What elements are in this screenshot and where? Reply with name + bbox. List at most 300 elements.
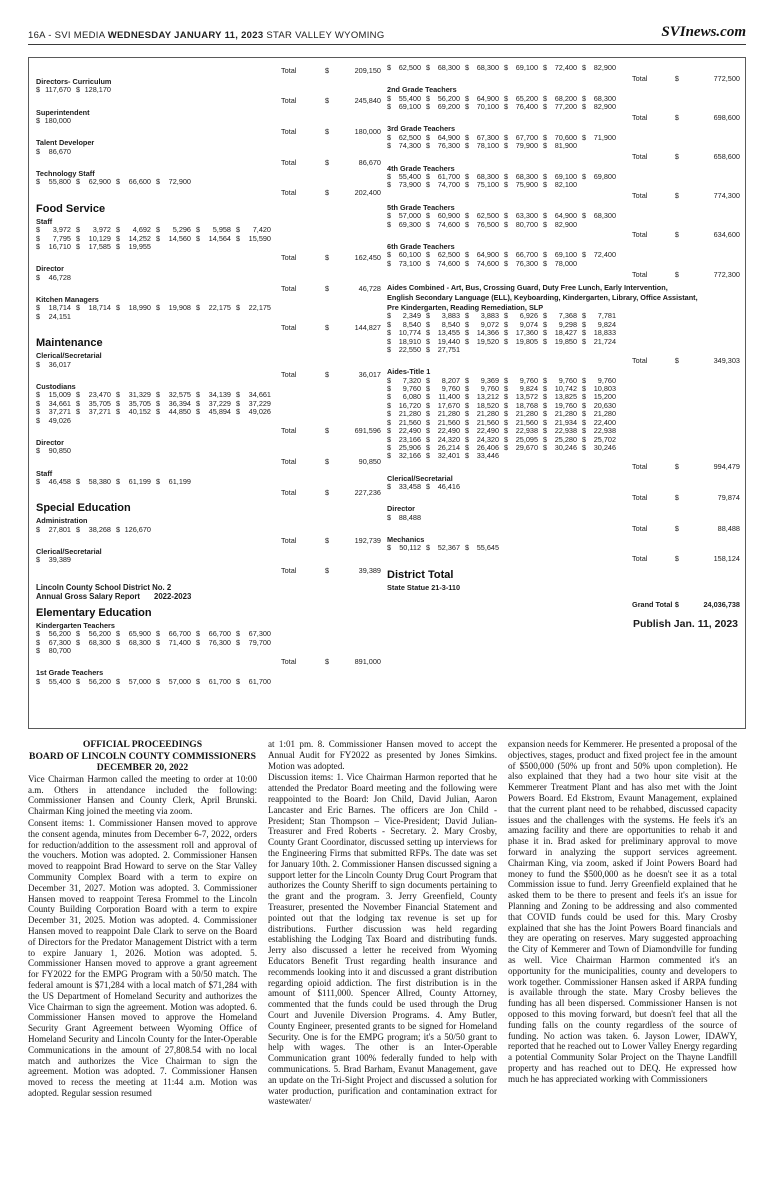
dollar-sign: $ [76,676,81,686]
dollar-sign: $ [76,225,81,235]
dollar-sign: $ [196,303,201,313]
dollar-sign: $ [156,177,161,187]
amount-value: 13,212 [476,392,500,402]
total-label: Total [632,152,648,162]
dollar-sign: $ [582,426,587,436]
dollar-sign: $ [504,417,509,427]
amount-value: 52,367 [437,543,461,553]
dollar-sign: $ [674,73,679,83]
dollar-sign: $ [36,446,41,456]
dollar-sign: $ [116,303,121,313]
dollar-sign: $ [387,211,392,221]
dollar-sign: $ [387,375,392,385]
dollar-sign: $ [36,146,41,156]
dollar-sign: $ [387,258,392,268]
group-total-row [387,525,740,533]
amount-value: 3,883 [480,311,500,321]
dollar-sign: $ [504,171,509,181]
dollar-sign: $ [465,417,470,427]
amount-value: 61,199 [168,476,191,486]
amount-value: 50,112 [399,543,422,553]
dollar-sign: $ [465,171,470,181]
dollar-sign: $ [543,417,548,427]
dollar-sign: $ [426,426,431,436]
amount-value: 66,600 [128,177,151,187]
total-label: Total [281,322,297,332]
dollar-sign: $ [36,359,41,369]
amount-value: 24,151 [48,311,71,321]
dollar-sign: $ [325,65,330,75]
masthead-rule [28,44,746,45]
salary-amount [156,178,196,186]
amount-value: 37,229 [208,398,231,408]
dollar-sign: $ [196,629,201,639]
salary-group-label-line: Aides Combined - Art, Bus, Crossing Guard, Duty Free Lunch, Early Intervention, [387,282,668,292]
dollar-sign: $ [116,177,121,187]
dollar-sign: $ [543,64,548,72]
article-heading-line: BOARD OF LINCOLN COUNTY COMMISSIONERS [29,750,256,762]
total-label: Total [632,269,648,279]
amount-value: 61,700 [437,171,461,181]
amount-value: 10,803 [593,384,617,394]
salary-amount-row [36,274,381,282]
amount-value: 30,246 [593,442,617,452]
dollar-sign: $ [196,398,201,408]
dollar-sign: $ [543,250,548,260]
dollar-sign: $ [426,319,431,329]
amount-value: 62,500 [476,211,500,221]
total-value: 245,840 [354,96,381,106]
dollar-sign: $ [426,543,431,553]
dollar-sign: $ [116,676,121,686]
salary-group-label-line: English Secondary Language (ELL), Keyboarding, Kindergarten, Library, Office Assistant, [387,292,698,302]
salary-group-label: Clerical/Secretarial [387,473,453,483]
dollar-sign: $ [325,657,330,666]
salary-amount [426,452,465,460]
amount-value: 79,900 [515,141,539,151]
amount-value: 40,152 [128,407,151,417]
dollar-sign: $ [236,390,241,400]
dollar-sign: $ [543,180,548,190]
dollar-sign: $ [36,415,41,425]
dollar-sign: $ [36,646,41,656]
group-total-row [36,567,381,575]
salary-amount-row [36,178,381,186]
amount-value: 68,300 [593,211,617,221]
amount-value: 79,700 [248,637,271,647]
salary-group-label: Mechanics [387,535,425,545]
amount-value: 62,500 [437,250,461,260]
dollar-sign: $ [387,344,392,354]
salary-amount-row [36,417,381,425]
total-label: Total [632,523,648,533]
dollar-sign: $ [674,355,679,365]
amount-value: 22,490 [398,426,422,436]
amount-value: 68,300 [437,64,461,72]
amount-value: 27,801 [48,524,71,534]
salary-amount-row [387,260,740,268]
salary-amount [236,304,276,312]
salary-amount-row [36,408,381,416]
dollar-sign: $ [325,157,330,167]
group-total-row [387,192,740,200]
salary-amount-row [387,142,740,150]
amount-value: 18,520 [476,400,500,410]
article-heading-line: DECEMBER 20, 2022 [96,762,189,774]
dollar-sign: $ [387,417,392,427]
amount-value: 9,760 [597,375,617,385]
amount-value: 21,934 [554,417,578,427]
amount-value: 31,329 [128,390,151,400]
report-subtitle: Annual Gross Salary Report [36,592,140,602]
total-value: 691,596 [354,426,381,436]
dollar-sign: $ [504,141,509,151]
amount-value: 34,139 [208,390,231,400]
amount-value: 37,271 [48,407,71,417]
dollar-sign: $ [387,384,392,394]
salary-group-label: Director [387,504,416,514]
dollar-sign: $ [76,524,81,534]
dollar-sign: $ [116,524,121,534]
salary-amount-row [36,304,381,312]
dollar-sign: $ [325,96,330,106]
salary-amount [426,221,465,229]
dollar-sign: $ [465,434,470,444]
dollar-sign: $ [674,191,679,201]
amount-value: 18,768 [515,400,539,410]
total-value: 891,000 [354,657,381,666]
dollar-sign: $ [465,543,470,553]
dollar-sign: $ [36,555,41,565]
salary-amount [116,678,156,686]
amount-value: 126,670 [124,524,151,534]
salary-amount [196,639,236,647]
dollar-sign: $ [426,211,431,221]
dollar-sign: $ [426,93,431,103]
dollar-sign: $ [387,102,392,112]
amount-value: 117,670 [45,85,71,95]
salary-amount [36,117,76,125]
dollar-sign: $ [325,487,330,497]
amount-value: 67,700 [515,132,539,142]
dollar-sign: $ [426,375,431,385]
amount-value: 68,300 [476,171,500,181]
amount-value: 68,300 [88,637,111,647]
masthead [28,24,746,41]
salary-amount [387,483,426,491]
total-value: 658,600 [713,152,740,162]
amount-value: 14,366 [476,328,500,338]
amount-value: 63,300 [515,211,539,221]
amount-value: 21,560 [515,417,539,427]
dollar-sign: $ [582,392,587,402]
amount-value: 90,850 [48,446,71,456]
grand-total-row [387,601,740,609]
total-label: Total [281,188,297,198]
salary-amount [387,346,426,354]
article-paragraph: Consent items: 1. Commissioner Hansen moved to approve the consent agenda, minutes from December 6-7, 2022, orders for reduction/addition to the assessment roll and approval of the vouchers. Motion was adopted. 2. Commissioner Hansen moved to reappoint Brad Howard to serve on the Star Valley Community Complex Board with a term to expire on December 31, 2027. Motion was adopted. 3. Commissioner Hansen moved to reappoint Teresa Frommel to the Lincoln County Building Corporation Board with a term to expire December 31, 2025. Motion was adopted. 4. Commissioner Hansen moved to reappoint Dale Clark to serve on the Board of Directors for the Predator Management District with a term to expire January 1, 2026. Motion was adopted. 5. Commissioner Hansen moved to approve a grant agreement for FY2022 for the EMPG Program with a 50/50 match. The federal amount is $71,284 with a local match of $71,284 with the US Department of Homeland Security and authorizes the Vice Chairman to sign the agreement. Motion was adopted. 6. Commissioner Hansen moved to approve the Homeland Security Grant Agreement between Wyoming Office of Homeland Security and Lincoln County for the Inter-Operable Communications in the amount of 27,808.54 with no local match and authorizes the Vice Chairman to sign the agreement. Motion was adopted. 7. Commissioner Hansen moved to recess the meeting at 11:44 a.m. Motion was adopted. Regular session resumed [28,817,257,1098]
amount-value: 7,420 [252,225,271,235]
total-label: Total [281,535,297,545]
salary-amount [236,235,276,243]
dollar-sign: $ [426,434,431,444]
amount-value: 9,760 [558,375,578,385]
section-header: Maintenance [36,337,103,350]
amount-value: 55,400 [398,171,422,181]
amount-value: 56,200 [88,676,111,686]
dollar-sign: $ [465,400,470,410]
total-label: Total [632,492,648,502]
amount-value: 71,900 [593,132,617,142]
amount-value: 68,300 [593,93,617,103]
amount-value: 9,824 [519,384,539,394]
total-label: Total [632,230,648,240]
dollar-sign: $ [387,171,392,181]
article-paragraph: at 1:01 pm. 8. Commissioner Hansen moved to accept the Annual Audit for FY2022 as presented by Jones Simkins. Motion was adopted. [268,739,497,771]
salary-group-label: 6th Grade Teachers [387,241,455,251]
dollar-sign: $ [504,250,509,260]
amount-value: 74,700 [437,180,461,190]
salary-group-label: Superintendent [36,107,90,117]
salary-group-label: Administration [36,516,88,526]
dollar-sign: $ [465,250,470,260]
salary-group-label: Kindergarten Teachers [36,620,115,630]
proceedings-article [28,739,746,1107]
publish-date-line: Publish Jan. 11, 2023 [632,617,738,630]
total-label: Total [632,554,648,564]
salary-amount [36,478,76,486]
amount-value: 34,661 [248,390,271,400]
amount-value: 21,280 [554,409,578,419]
grand-total-label: Grand Total [632,600,673,610]
article-heading-line: OFFICIAL PROCEEDINGS [82,739,203,750]
masthead-left [28,30,385,41]
salary-amount [426,346,465,354]
dollar-sign: $ [504,64,509,72]
dollar-sign: $ [582,409,587,419]
dollar-sign: $ [116,629,121,639]
salary-amount [387,514,426,522]
salary-amount [196,678,236,686]
masthead-date: WEDNESDAY JANUARY 11, 2023 [107,30,267,41]
amount-value: 19,908 [168,303,191,313]
amount-value: 67,300 [48,637,71,647]
amount-value: 20,630 [593,400,617,410]
amount-value: 8,540 [441,319,461,329]
amount-value: 66,700 [168,629,191,639]
dollar-sign: $ [582,211,587,221]
total-value: 86,670 [358,157,381,167]
dollar-sign: $ [426,384,431,394]
amount-value: 21,280 [476,409,500,419]
dollar-sign: $ [674,269,679,279]
dollar-sign: $ [504,258,509,268]
dollar-sign: $ [156,629,161,639]
amount-value: 26,406 [476,442,500,452]
salary-amount [156,478,196,486]
salary-amount [426,103,465,111]
amount-value: 69,100 [554,171,578,181]
amount-value: 60,900 [437,211,461,221]
dollar-sign: $ [504,400,509,410]
amount-value: 56,200 [48,629,71,639]
salary-amount-row [36,478,381,486]
total-label: Total [281,487,297,497]
total-label: Total [632,462,648,472]
amount-value: 5,296 [172,225,191,235]
total-value: 36,017 [358,370,381,380]
group-total-row [36,537,381,545]
salary-amount-row [36,647,381,655]
amount-value: 24,320 [476,434,500,444]
total-label: Total [281,283,297,293]
dollar-sign: $ [504,375,509,385]
dollar-sign: $ [36,116,41,126]
amount-value: 9,369 [480,375,500,385]
dollar-sign: $ [465,319,470,329]
dollar-sign: $ [236,233,241,243]
amount-value: 69,100 [554,250,578,260]
dollar-sign: $ [426,64,431,72]
group-total-row [36,97,381,105]
amount-value: 49,026 [48,415,71,425]
dollar-sign: $ [36,311,41,321]
dollar-sign: $ [582,400,587,410]
amount-value: 82,900 [593,102,617,112]
salary-amount [116,243,156,251]
article-column-2 [268,739,497,1107]
dollar-sign: $ [543,409,548,419]
salary-amount [426,142,465,150]
salary-amount-row [387,514,740,522]
dollar-sign: $ [504,392,509,402]
amount-value: 73,900 [398,180,422,190]
amount-value: 39,389 [48,555,71,565]
amount-value: 62,500 [398,64,422,72]
dollar-sign: $ [426,482,431,492]
dollar-sign: $ [426,311,431,321]
dollar-sign: $ [504,102,509,112]
article-paragraph: Vice Chairman Harmon called the meeting to order at 10:00 a.m. Others in attendance included the following: Commissioner Hansen and County Clerk, April Brunski. Chairman King joined the meeting via zoom. [28,773,257,817]
dollar-sign: $ [465,426,470,436]
amount-value: 18,833 [593,328,617,338]
salary-amount [504,103,543,111]
amount-value: 22,400 [593,417,617,427]
dollar-sign: $ [674,492,679,502]
amount-value: 46,458 [48,476,71,486]
dollar-sign: $ [387,250,392,260]
salary-report-left-column [36,64,381,722]
dollar-sign: $ [325,252,330,262]
amount-value: 22,938 [515,426,539,436]
total-value: 772,300 [713,269,740,279]
salary-amount-row [36,235,381,243]
dollar-sign: $ [426,219,431,229]
salary-group-label: Custodians [36,381,76,391]
dollar-sign: $ [116,637,121,647]
amount-value: 74,600 [437,219,461,229]
amount-value: 49,026 [248,407,271,417]
amount-value: 55,400 [48,676,71,686]
grand-total-value: 24,036,738 [703,600,740,610]
salary-amount [116,639,156,647]
dollar-sign: $ [543,258,548,268]
salary-group-label: 5th Grade Teachers [387,202,455,212]
salary-amount [543,338,582,346]
amount-value: 29,670 [515,442,539,452]
total-label: Total [632,73,648,83]
dollar-sign: $ [116,476,121,486]
salary-group-label: Staff [36,216,53,226]
report-year: 2022-2023 [154,592,192,602]
amount-value: 69,100 [398,102,422,112]
salary-amount [156,235,196,243]
dollar-sign: $ [387,336,392,346]
dollar-sign: $ [116,407,121,417]
amount-value: 3,883 [441,311,461,321]
amount-value: 55,400 [398,93,422,103]
salary-amount [504,142,543,150]
amount-value: 61,700 [208,676,231,686]
group-total-row [36,324,381,332]
dollar-sign: $ [426,451,431,461]
salary-amount [156,639,196,647]
amount-value: 73,100 [398,258,422,268]
salary-amount [504,64,543,72]
amount-value: 61,199 [128,476,151,486]
dollar-sign: $ [674,523,679,533]
dollar-sign: $ [465,102,470,112]
amount-value: 10,742 [554,384,578,394]
amount-value: 67,300 [248,629,271,639]
amount-value: 19,805 [515,336,539,346]
salary-amount [582,444,621,452]
salary-amount [76,678,116,686]
total-label: Total [632,355,648,365]
page-label: 16A - SVI MEDIA [28,30,108,41]
salary-group-label: 2nd Grade Teachers [387,85,457,95]
amount-value: 17,585 [88,242,111,251]
amount-value: 22,175 [208,303,231,313]
dollar-sign: $ [465,141,470,151]
group-total-row [387,357,740,365]
dollar-sign: $ [504,384,509,394]
salary-amount [543,142,582,150]
amount-value: 32,401 [437,451,461,461]
dollar-sign: $ [236,398,241,408]
total-value: 162,450 [354,252,381,262]
amount-value: 70,100 [476,102,500,112]
amount-value: 21,280 [437,409,461,419]
amount-value: 6,926 [519,311,539,321]
amount-value: 21,280 [398,409,422,419]
salary-amount [196,304,236,312]
salary-amount [543,260,582,268]
dollar-sign: $ [36,303,41,313]
amount-value: 71,400 [168,637,191,647]
amount-value: 9,072 [480,319,500,329]
amount-value: 30,246 [554,442,578,452]
total-value: 39,389 [358,566,381,576]
dollar-sign: $ [36,177,41,187]
dollar-sign: $ [387,512,392,522]
dollar-sign: $ [36,407,41,417]
amount-value: 10,129 [88,233,111,243]
amount-value: 69,800 [593,171,617,181]
total-label: Total [281,370,297,380]
salary-amount-row [36,117,381,125]
dollar-sign: $ [36,524,41,534]
